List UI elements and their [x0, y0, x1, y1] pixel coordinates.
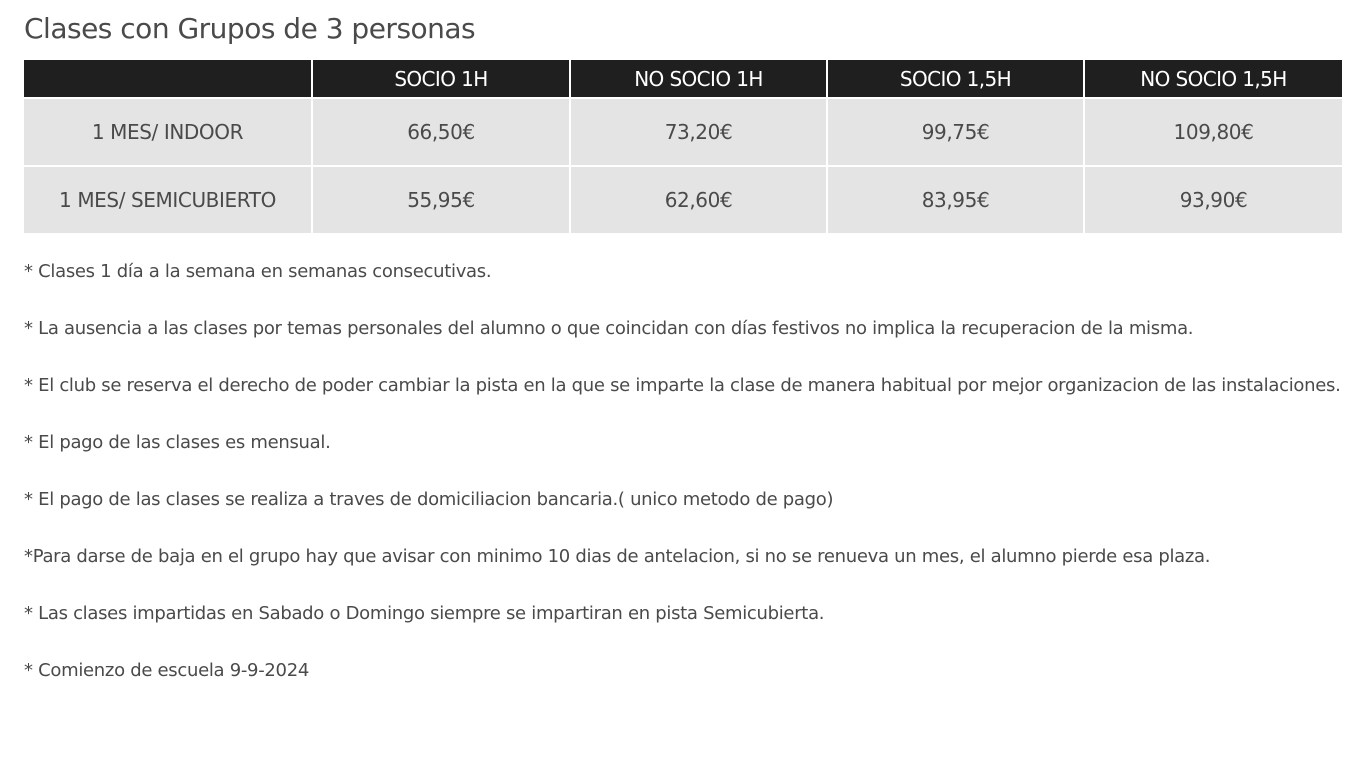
header-socio-1h: SOCIO 1H	[312, 60, 570, 98]
note-item: * El pago de las clases se realiza a traves de domiciliacion bancaria.( unico metodo de pago)	[24, 489, 834, 510]
price-cell: 93,90€	[1084, 166, 1342, 233]
note-item: * Clases 1 día a la semana en semanas consecutivas.	[24, 261, 492, 282]
price-cell: 83,95€	[827, 166, 1084, 233]
note-item: * Comienzo de escuela 9-9-2024	[24, 660, 310, 681]
price-cell: 73,20€	[570, 98, 827, 166]
price-cell: 99,75€	[827, 98, 1084, 166]
note-item: * Las clases impartidas en Sabado o Domingo siempre se impartiran en pista Semicubierta.	[24, 603, 825, 624]
header-empty-cell	[24, 60, 312, 98]
price-cell: 109,80€	[1084, 98, 1342, 166]
note-item: *Para darse de baja en el grupo hay que avisar con minimo 10 dias de antelacion, si no se renueva un mes, el alumno pierde esa plaza.	[24, 546, 1211, 567]
note-item: * El club se reserva el derecho de poder cambiar la pista en la que se imparte la clase de manera habitual por mejor organizacion de las instalaciones.	[24, 375, 1341, 396]
row-label: 1 MES/ INDOOR	[24, 98, 312, 166]
table-header-row	[24, 60, 1342, 98]
pricing-table	[24, 60, 1342, 233]
notes-list	[24, 255, 1342, 688]
header-no-socio-1-5h: NO SOCIO 1,5H	[1084, 60, 1342, 98]
table-row	[24, 98, 1342, 166]
note-item: * El pago de las clases es mensual.	[24, 432, 331, 453]
header-no-socio-1h: NO SOCIO 1H	[570, 60, 827, 98]
price-cell: 66,50€	[312, 98, 570, 166]
price-cell: 62,60€	[570, 166, 827, 233]
header-socio-1-5h: SOCIO 1,5H	[827, 60, 1084, 98]
table-row	[24, 166, 1342, 233]
pricing-section	[24, 0, 1342, 711]
price-cell: 55,95€	[312, 166, 570, 233]
note-item: * La ausencia a las clases por temas personales del alumno o que coincidan con días festivos no implica la recuperacion de la misma.	[24, 318, 1194, 339]
row-label: 1 MES/ SEMICUBIERTO	[24, 166, 312, 233]
page-title: Clases con Grupos de 3 personas	[24, 12, 476, 45]
